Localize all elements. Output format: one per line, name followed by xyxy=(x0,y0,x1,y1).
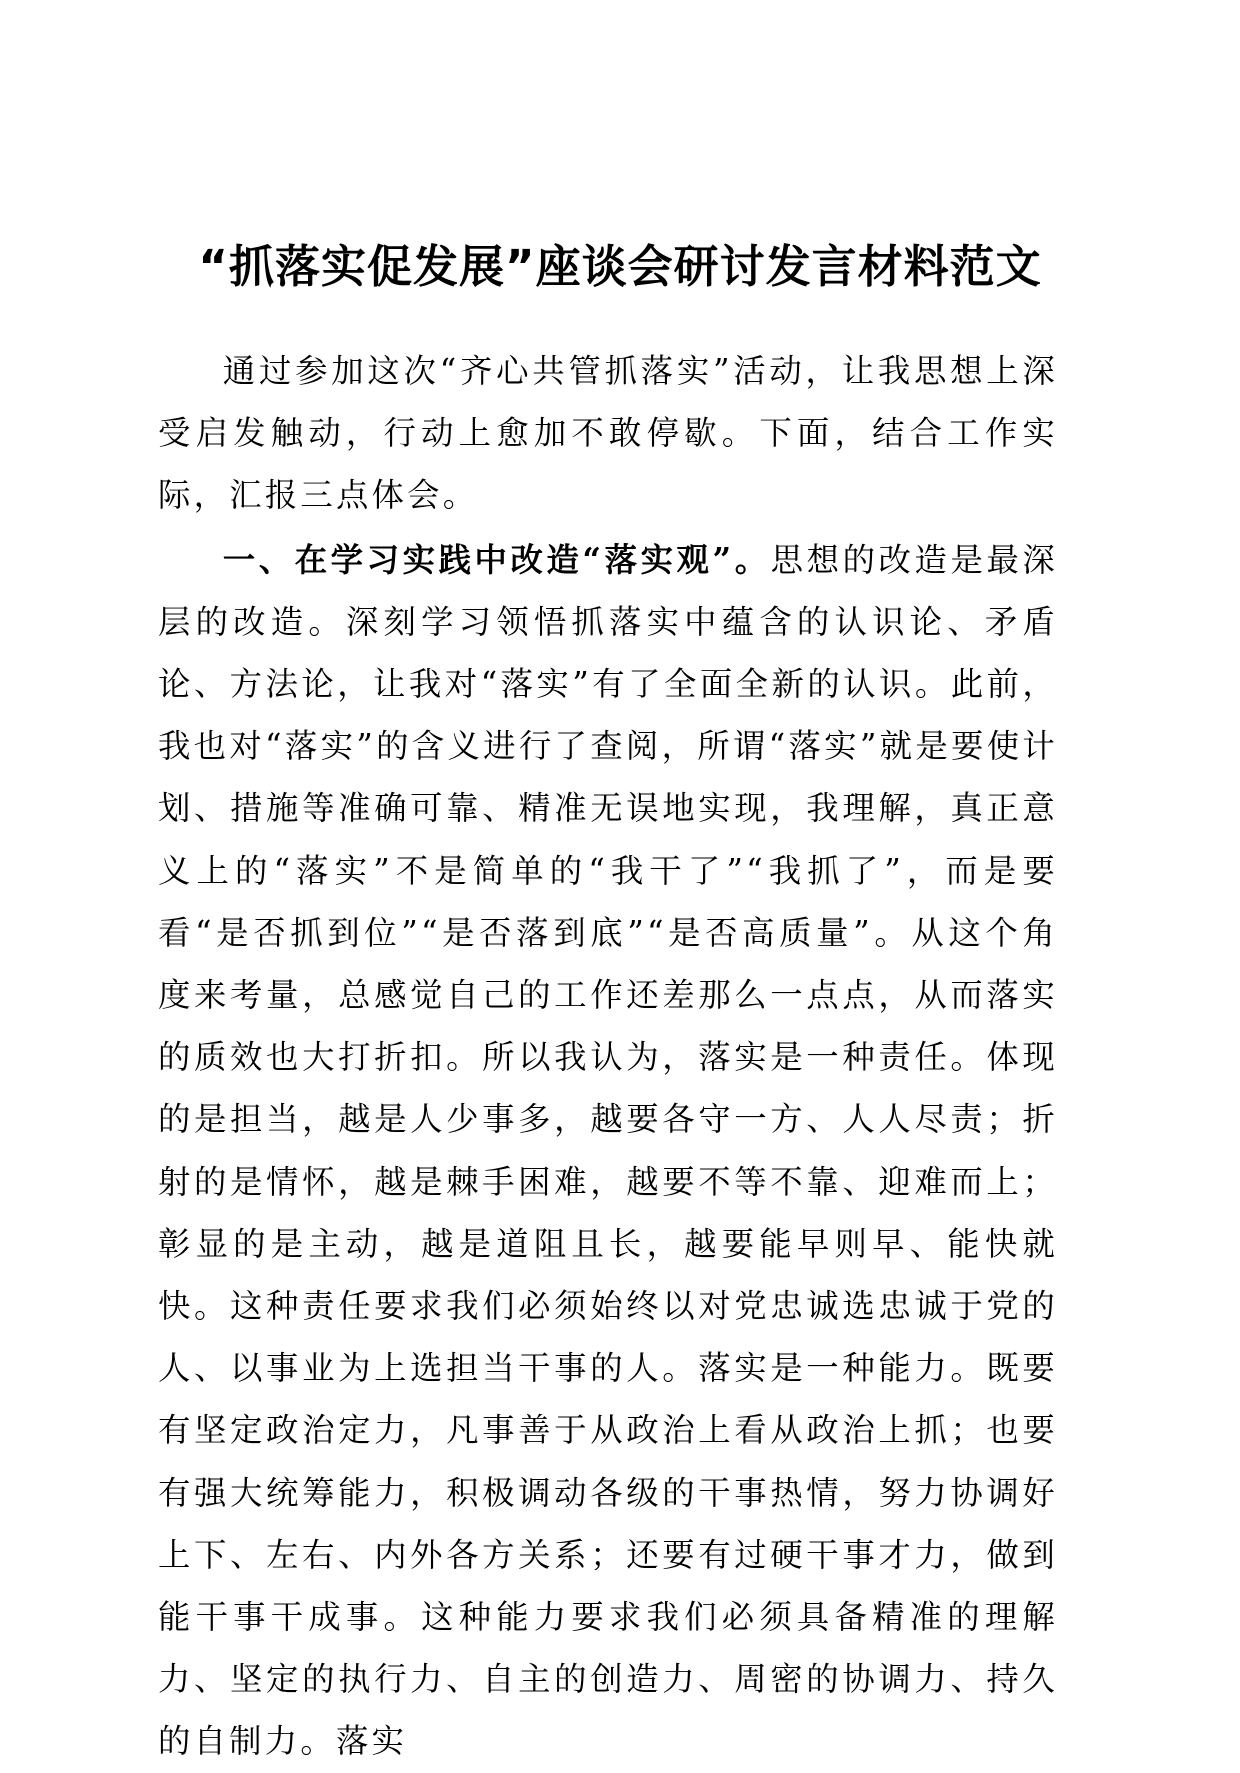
document-title: “抓落实促发展”座谈会研讨发言材料范文 xyxy=(198,240,1042,293)
section-1-paragraph xyxy=(158,529,1058,1773)
section-1-heading: 一、在学习实践中改造“落实观”。 xyxy=(222,540,771,579)
intro-paragraph: 通过参加这次“齐心共管抓落实”活动，让我思想上深受启发触动，行动上愈加不敢停歇。下面，结合工作实际，汇报三点体会。 xyxy=(158,352,1058,515)
document-body xyxy=(158,340,1058,1773)
section-1-body: 思想的改造是最深层的改造。深刻学习领悟抓落实中蕴含的认识论、矛盾论、方法论，让我对“落实”有了全面全新的认识。此前，我也对“落实”的含义进行了查阅，所谓“落实”就是要使计划、措施等准确可靠、精准无误地实现，我理解，真正意义上的“落实”不是简单的“我干了”“我抓了”，而是要看“是否抓到位”“是否落到底”“是否高质量”。从这个角度来考量，总感觉自己的工作还差那么一点点，从而落实的质效也大打折扣。所以我认为，落实是一种责任。体现的是担当，越是人少事多，越要各守一方、人人尽责；折射的是情怀，越是棘手困难，越要不等不靠、迎难而上；彰显的是主动，越是道阻且长，越要能早则早、能快就快。这种责任要求我们必须始终以对党忠诚选忠诚于党的人、以事业为上选担当干事的人。落实是一种能力。既要有坚定政治定力，凡事善于从政治上看从政治上抓；也要有强大统筹能力，积极调动各级的干事热情，努力协调好上下、左右、内外各方关系；还要有过硬干事才力，做到能干事干成事。这种能力要求我们必须具备精准的理解力、坚定的执行力、自主的创造力、周密的协调力、持久的自制力。落实 xyxy=(158,540,1058,1761)
